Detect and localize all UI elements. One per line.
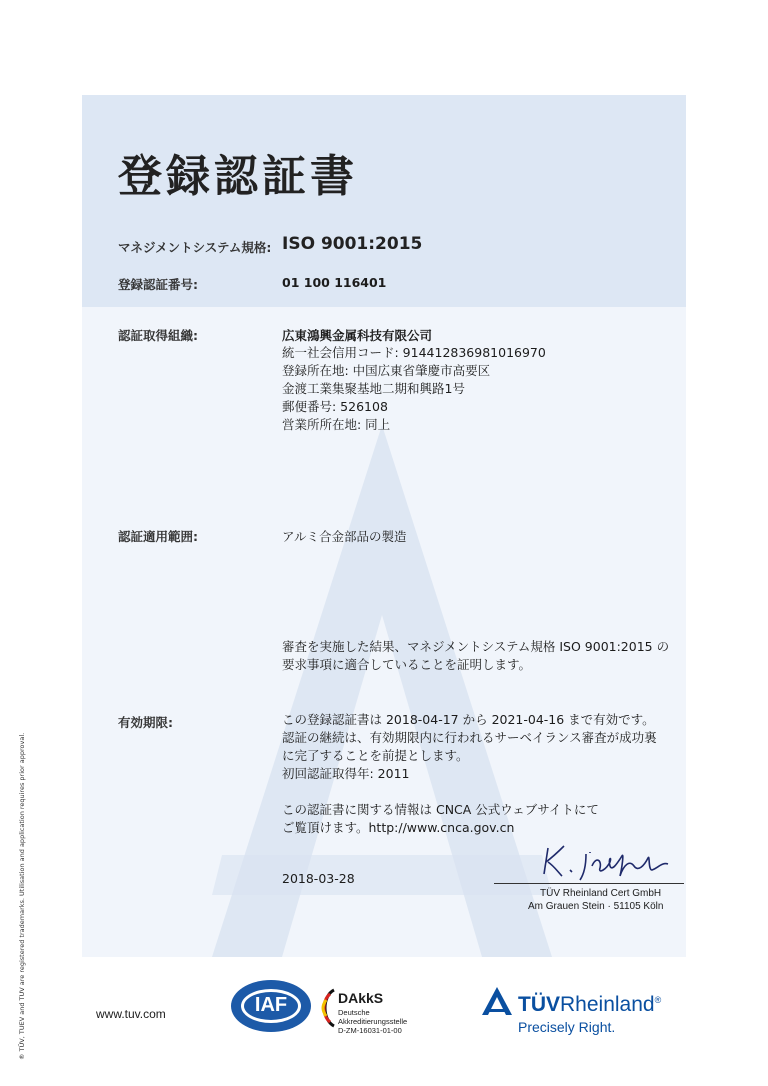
iaf-logo (229, 978, 313, 1034)
validity-label: 有効期限: (118, 715, 173, 730)
tuv-brand-regular: Rheinland (560, 993, 655, 1016)
statement-line: 審査を実施した結果、マネジメントシステム規格 ISO 9001:2015 の (282, 639, 670, 654)
organization-line: 登録所在地: 中国広東省肇慶市高要区 (282, 363, 491, 378)
standard-label: マネジメントシステム規格: (118, 240, 272, 255)
dakks-name: DAkkS (338, 990, 384, 1006)
page-title: 登録認証書 (118, 151, 358, 202)
dakks-flag-icon (316, 988, 338, 1028)
dakks-details (338, 1008, 407, 1035)
tuv-brand-bold: TÜV (518, 993, 560, 1016)
website-link[interactable]: www.tuv.com (96, 1007, 166, 1021)
validity-block (282, 711, 657, 783)
organization-line: 金渡工業集聚基地二期和興路1号 (282, 381, 465, 396)
scope-label: 認証適用範囲: (118, 529, 198, 544)
organization-line: 郵便番号: 526108 (282, 399, 388, 414)
organization-line: 統一社会信用コード: 914412836981016970 (282, 345, 546, 360)
organization-details (282, 344, 546, 434)
dakks-line: D-ZM-16031-01-00 (338, 1026, 402, 1035)
standard-value: ISO 9001:2015 (282, 234, 423, 254)
tuv-triangle-icon (480, 985, 514, 1017)
validity-line: 初回認証取得年: 2011 (282, 766, 410, 781)
signatory-company: TÜV Rheinland Cert GmbH (540, 888, 662, 899)
scope-value: アルミ合金部品の製造 (282, 529, 407, 544)
info-block (282, 801, 599, 837)
iaf-logo-text: IAF (254, 994, 288, 1016)
cert-number-value: 01 100 116401 (282, 275, 387, 290)
organization-line: 営業所所在地: 同上 (282, 417, 391, 432)
validity-line: に完了することを前提とします。 (282, 748, 469, 763)
tuv-tagline: Precisely Right. (518, 1019, 616, 1035)
dakks-line: Deutsche (338, 1008, 370, 1017)
dakks-line: Akkreditierungsstelle (338, 1017, 408, 1026)
validity-line: 認証の継続は、有効期限内に行われるサーベイランス審査が成功裏 (282, 730, 657, 745)
signatory-address: Am Grauen Stein · 51105 Köln (528, 901, 664, 912)
statement-line: 要求事項に適合していることを証明します。 (282, 657, 532, 672)
trademark-side-note: ® TÜV, TUEV and TUV are registered trademarks. Utilisation and application requires prior approval. (18, 732, 26, 1060)
statement-block (282, 638, 669, 674)
signature-line (494, 883, 684, 884)
info-line: この認証書に関する情報は CNCA 公式ウェブサイトにて (282, 802, 599, 817)
issue-date: 2018-03-28 (282, 871, 355, 886)
info-line: ご覧頂けます。http://www.cnca.gov.cn (282, 820, 515, 835)
cert-number-label: 登録認証番号: (118, 277, 198, 292)
organization-name: 広東鴻興金属科技有限公司 (282, 328, 433, 343)
organization-label: 認証取得組織: (118, 328, 198, 343)
signature-image (540, 840, 685, 882)
tuv-brand-reg: ® (654, 995, 662, 1005)
validity-line: この登録認証書は 2018-04-17 から 2021-04-16 まで有効です。 (282, 712, 655, 727)
tuv-brand (518, 993, 661, 1017)
